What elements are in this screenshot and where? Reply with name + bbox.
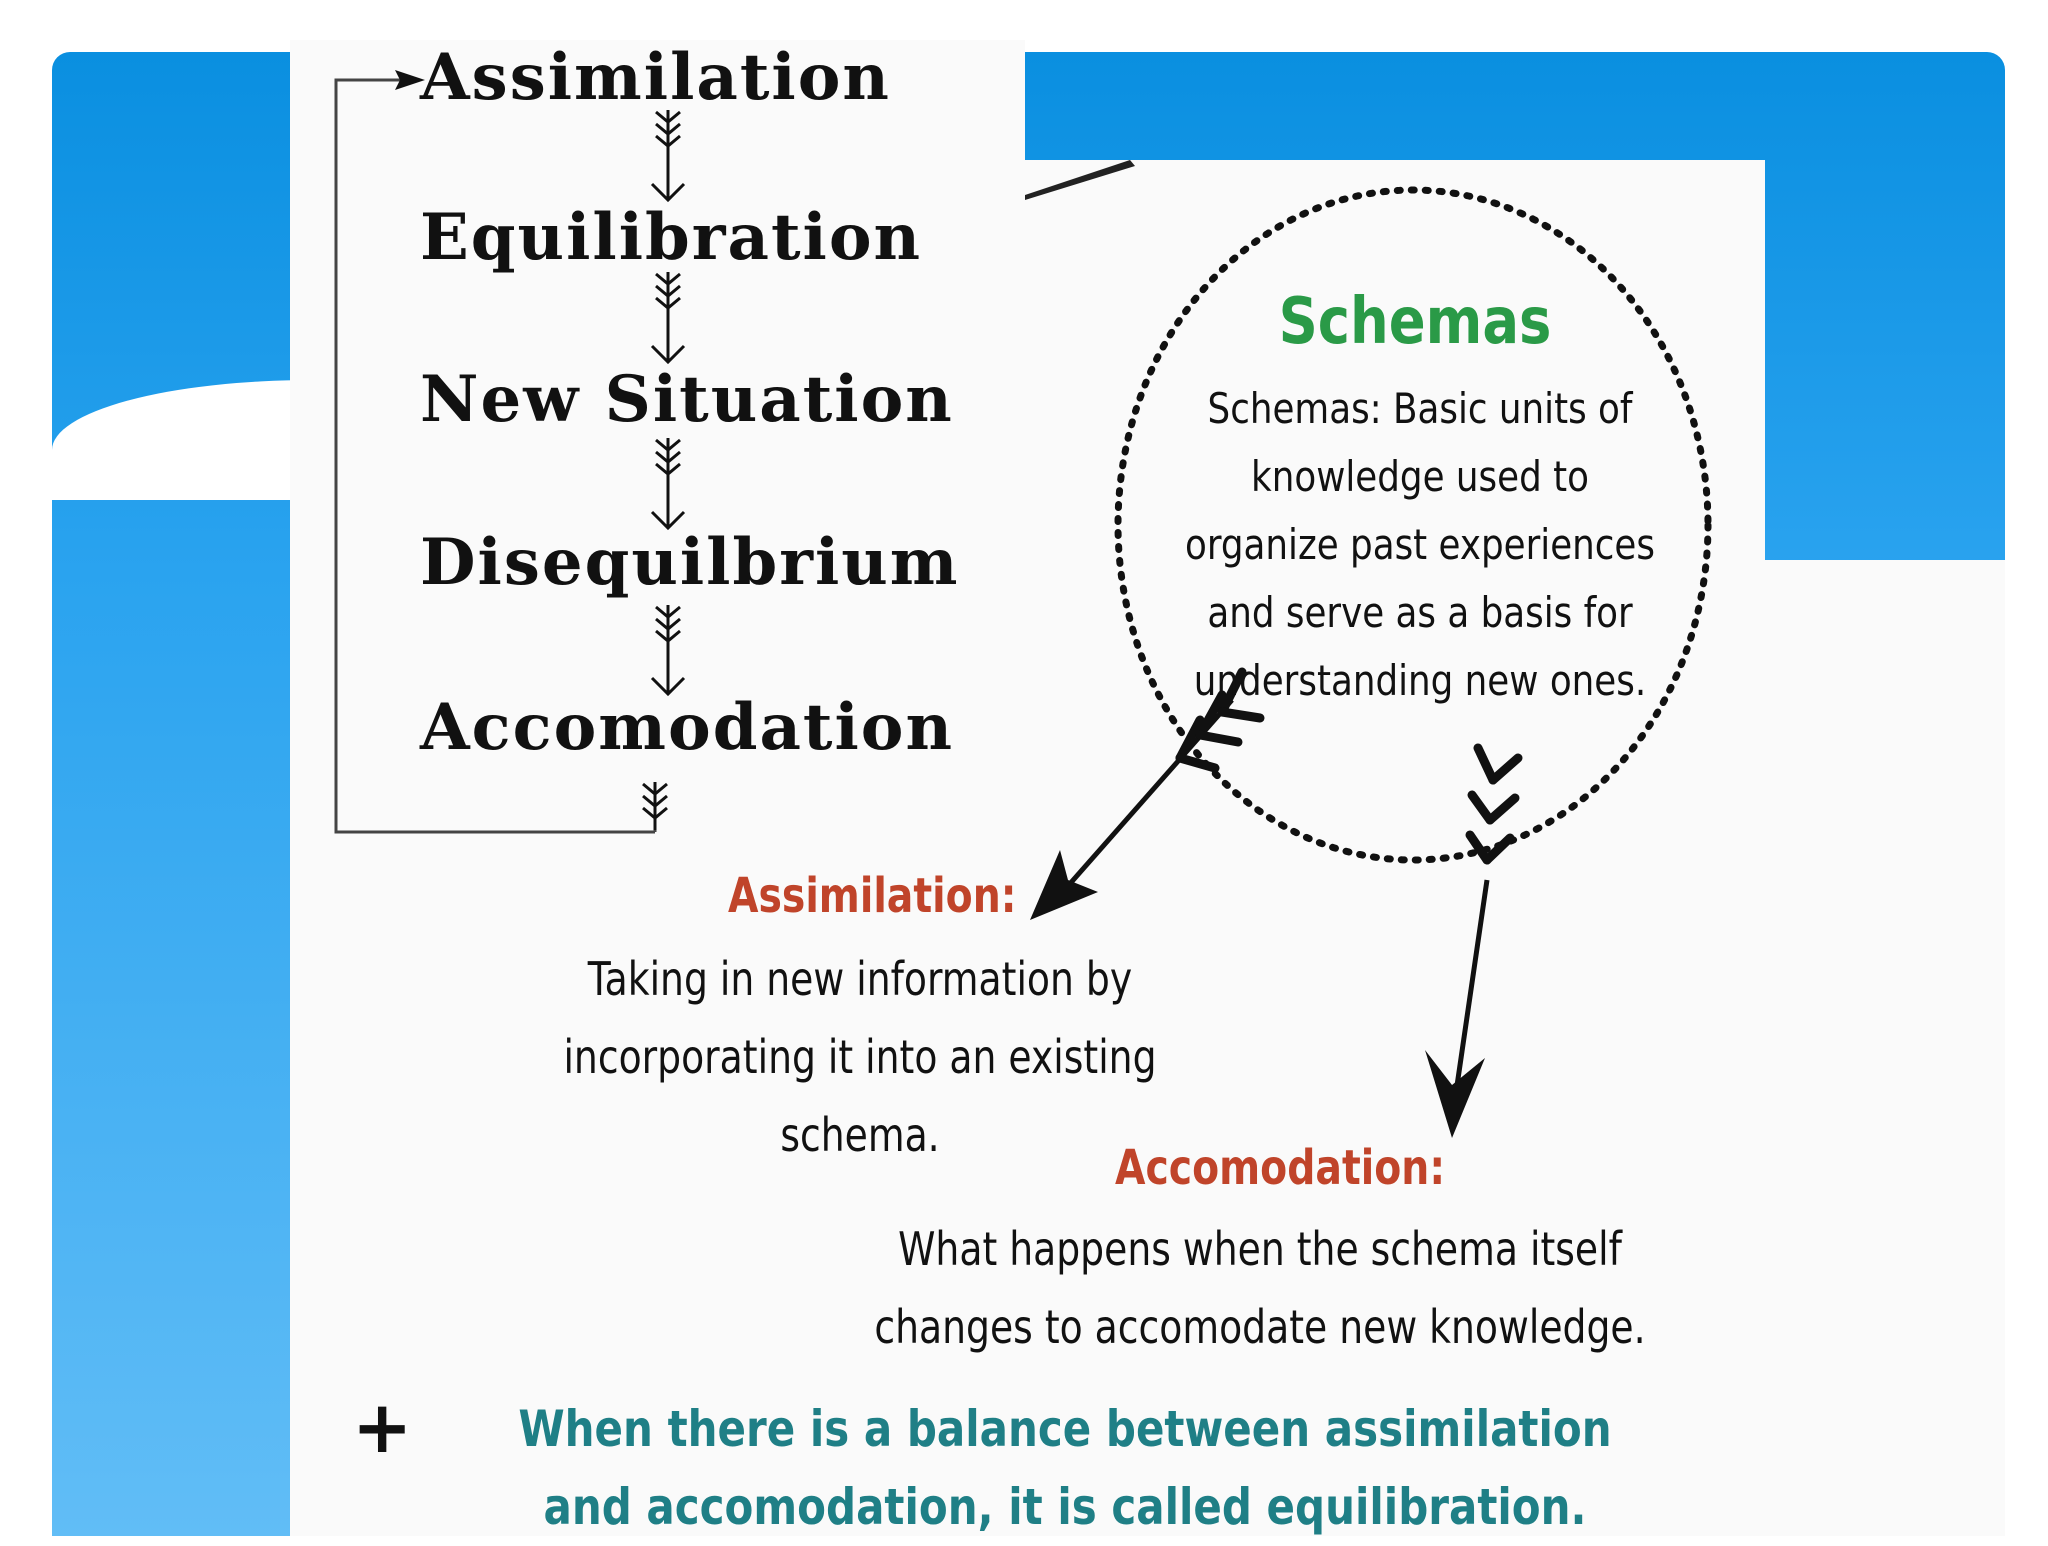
decorative-wedge: [1025, 160, 1135, 200]
cycle-step-assimilation: Assimilation: [420, 40, 891, 115]
accomodation-definition: What happens when the schema itself changes to accomodate new knowledge.: [874, 1222, 1646, 1354]
plus-icon: +: [352, 1385, 413, 1469]
cycle-arrow-3: [652, 438, 684, 528]
cycle-step-new-situation: New Situation: [420, 362, 954, 437]
cycle-step-accomodation: Accomodation: [420, 690, 954, 765]
cycle-arrow-1: [652, 110, 684, 200]
accomodation-title: Accomodation:: [1115, 1140, 1446, 1196]
schemas-title: Schemas: [1278, 285, 1552, 359]
cycle-step-disequilibrium: Disequilbrium: [420, 525, 960, 600]
cycle-arrow-5: [643, 782, 667, 830]
assimilation-definition: Taking in new information by incorporating it into an existing schema.: [563, 952, 1157, 1162]
cycle-arrow-4: [652, 605, 684, 694]
cycle-step-equilibration: Equilibration: [420, 200, 923, 275]
assimilation-title: Assimilation:: [728, 868, 1017, 924]
equilibration-note: When there is a balance between assimilation and accomodation, it is called equilibration.: [518, 1400, 1612, 1536]
schemas-definition: Schemas: Basic units of knowledge used to organize past experiences and serve as a basis for understanding new ones.: [1185, 384, 1655, 705]
cycle-arrow-2: [652, 272, 684, 362]
arrow-to-accomodation: [1425, 748, 1518, 1138]
